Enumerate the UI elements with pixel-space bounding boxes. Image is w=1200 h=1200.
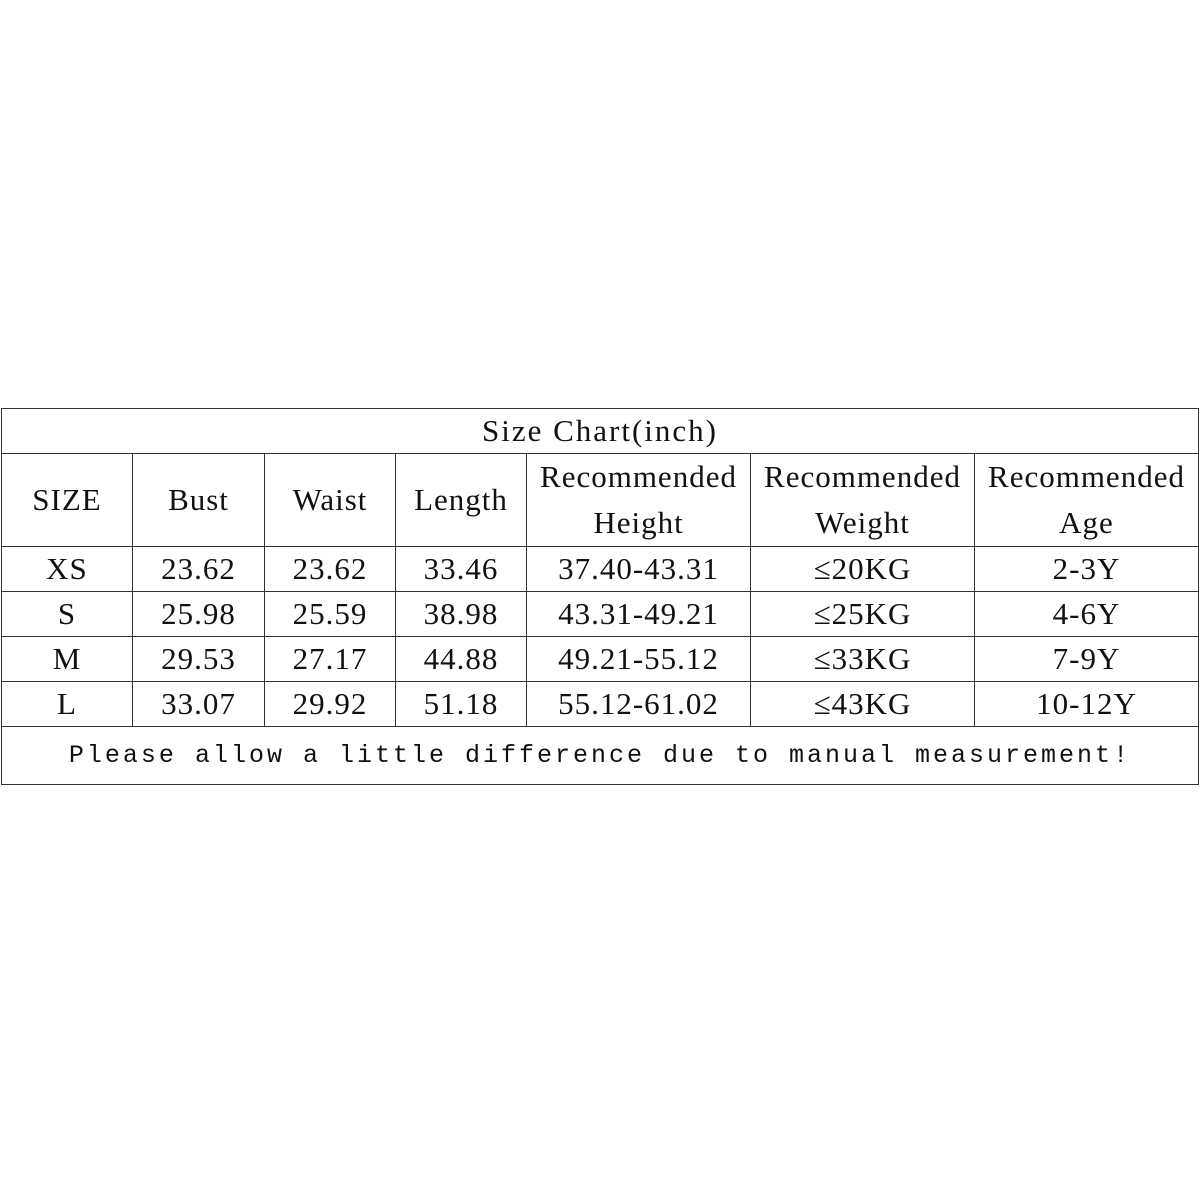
cell-waist: 23.62	[265, 547, 396, 592]
cell-length: 33.46	[396, 547, 527, 592]
cell-waist: 25.59	[265, 592, 396, 637]
cell-length: 51.18	[396, 682, 527, 727]
measurement-note: Please allow a little difference due to manual measurement!	[2, 727, 1199, 785]
cell-height: 37.40-43.31	[527, 547, 751, 592]
title-row	[2, 409, 1199, 454]
cell-waist: 29.92	[265, 682, 396, 727]
header-bust: Bust	[133, 454, 265, 547]
cell-size: M	[2, 637, 133, 682]
cell-height: 43.31-49.21	[527, 592, 751, 637]
cell-age: 10-12Y	[975, 682, 1199, 727]
table-row	[2, 682, 1199, 727]
cell-age: 4-6Y	[975, 592, 1199, 637]
cell-bust: 29.53	[133, 637, 265, 682]
size-chart-table	[1, 408, 1199, 785]
cell-height: 49.21-55.12	[527, 637, 751, 682]
cell-weight: ≤25KG	[751, 592, 975, 637]
cell-weight: ≤33KG	[751, 637, 975, 682]
table-title: Size Chart(inch)	[2, 409, 1199, 454]
cell-bust: 23.62	[133, 547, 265, 592]
cell-length: 44.88	[396, 637, 527, 682]
cell-height: 55.12-61.02	[527, 682, 751, 727]
header-length: Length	[396, 454, 527, 547]
header-recommended-age: Recommended Age	[975, 454, 1199, 547]
table-row	[2, 592, 1199, 637]
cell-age: 7-9Y	[975, 637, 1199, 682]
cell-weight: ≤43KG	[751, 682, 975, 727]
cell-size: S	[2, 592, 133, 637]
note-row	[2, 727, 1199, 785]
cell-weight: ≤20KG	[751, 547, 975, 592]
header-waist: Waist	[265, 454, 396, 547]
header-size: SIZE	[2, 454, 133, 547]
header-row	[2, 454, 1199, 547]
table-row	[2, 547, 1199, 592]
cell-age: 2-3Y	[975, 547, 1199, 592]
cell-waist: 27.17	[265, 637, 396, 682]
cell-bust: 33.07	[133, 682, 265, 727]
table-row	[2, 637, 1199, 682]
cell-size: XS	[2, 547, 133, 592]
cell-length: 38.98	[396, 592, 527, 637]
header-recommended-height: Recommended Height	[527, 454, 751, 547]
header-recommended-weight: Recommended Weight	[751, 454, 975, 547]
cell-bust: 25.98	[133, 592, 265, 637]
cell-size: L	[2, 682, 133, 727]
